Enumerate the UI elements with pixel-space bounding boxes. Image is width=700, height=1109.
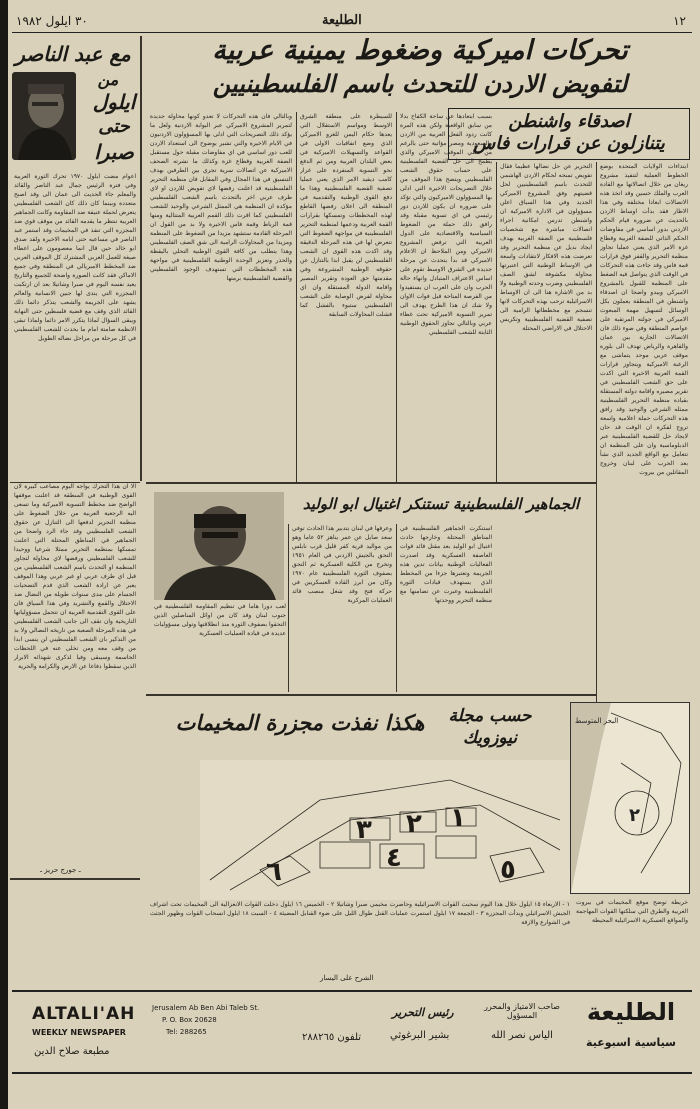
sidebar-article-text: اعوام مضت ايلول ١٩٧٠ تحرك الثورة العربية وفي فترة الرئيس جمال عبد الناصر والقائد والمعلم جاء الحديث الى عمان الى وقد اصبح متعددة وبينما كان ذلك كان الشعب الفلسطيني يتعرض لحملة عنيفة ضد المقاومة وكانت الجماهير العربية تنتظر ما يقدمه القائد من موقف قوي ضد المجزرة التي تنفذ في المخيمات وقد استمر عبد الناصر في مساعيه حتى ايامه الاخيرة ولقد صدق ابو خالد حين قال انما معصومون على اعطاء صيغة للعمل العربي المشترك كل الموقف العربي ضد المخطط الامبريالي في المنطقة وفي جميع الاماكن فقد كانت الصورة واضحة للجميع والتاريخ يعيد نفسه اليوم في صبرا وشاتيلا بعد ان ارتكبت المجزرة التي يندى لها جبين الانسانية والعالم يشهد على الجريمة والشعب يتذكر دائما ذلك القائد الذي وقف مع قضية فلسطين حتى النهاية ويبقى السؤال لماذا يتكرر الامر دائما ولماذا تبقى الانظمة صامتة امام ما يحدث للشعب الفلسطيني في كل مرحلة من مراحل نضاله الطويل bbox=[14, 173, 136, 342]
sidebar-title-3: ايلول bbox=[92, 90, 136, 114]
map-label: البحر المتوسط bbox=[575, 717, 619, 725]
svg-text:٣: ٣ bbox=[356, 815, 372, 845]
source-label: حسب مجلة bbox=[448, 706, 532, 726]
address-line: Jerusalem Ab Ben Abi Taleb St. bbox=[152, 1004, 260, 1012]
sidebar-title-5: صبرا bbox=[94, 140, 134, 164]
portrait-photo bbox=[12, 72, 76, 160]
issue-date: ٣٠ ايلول ١٩٨٢ bbox=[16, 14, 88, 28]
mid-headline: الجماهير الفلسطينية تستنكر اغتيال ابو الوليد bbox=[302, 495, 580, 513]
main-headline: تحركات اميركية وضغوط يمينية عربية bbox=[212, 35, 628, 66]
brand-english: ALTALI'AH bbox=[32, 1004, 136, 1024]
publisher-name: الياس نصر الله bbox=[491, 1030, 553, 1041]
editor-name: بشير البرغوثي bbox=[390, 1030, 450, 1041]
svg-text:٦: ٦ bbox=[266, 857, 282, 887]
camps-caption: الشرح على اليسار bbox=[320, 974, 374, 982]
camps-caption-text: ١ - الاربعاء ١٥ ايلول خلال هذا اليوم سحبت القوات الاسرائيلية وحاصرت مخيمي صبرا وشاتيلا ٢ - الخميس ١٦ ايلول دخلت القوات الانعزالية الى المخيمات تحت اشراف الجيش الاسرائيلي وبدأت المجزرة ٣ - الجمعة ١٧ ايلول استمرت عمليات القتل طوال الليل على ضوء القنابل المضيئة ٤ - السبت ١٨ ايلول انسحاب القوات وظهور الجثث في الشوارع والازقة bbox=[150, 901, 570, 926]
article-column: للسيطرة على منطقة الشرق الاوسط ومواسم الاستقلال التي يعدها حكام اليمن للغزو الاميركي الذي وضع اتفاقيات الاولى في القواعد والتسهيلات الاميركية في بعض البلدان العربية ومن ثم الدفع نحو التسوية المنفردة على غرار كامب ديفيد الامر الذي يعني عمليا تصفية القضية الفلسطينية وهذا ما دفع القوى الوطنية والتقدمية في المنطقة الى اعلان رفضها القاطع لهذه المخططات وتمسكها بقرارات القمة العربية ودعمها لمنظمة التحرير الفلسطينية في مواجهة الضغوط التي تتعرض لها في هذه المرحلة الدقيقة وقد اكدت هذه القوى ان الشعب الفلسطيني لن يقبل ابدا بالتنازل عن حقوقه الوطنية المشروعة وفي مقدمتها حق العودة وتقرير المصير واقامة الدولة المستقلة وان اي محاولة لفرض الوصاية على الشعب الفلسطيني ستبوء بالفشل كما فشلت المحاولات السابقة bbox=[300, 113, 392, 318]
column-divider bbox=[496, 162, 497, 482]
brand-subtitle: سياسية اسبوعية bbox=[586, 1036, 676, 1049]
divider bbox=[146, 694, 596, 696]
column-divider bbox=[296, 112, 297, 482]
article-column: لعب دورا هاما في تنظيم المقاومة الفلسطينية في جنوب لبنان وقد كان من اوائل المناضلين الذين التحقوا بصفوف الثورة منذ انطلاقتها وتولى مسؤوليات عديدة في قيادة العمليات العسكرية bbox=[154, 603, 286, 637]
column-divider bbox=[596, 162, 597, 702]
svg-text:٢: ٢ bbox=[629, 805, 640, 826]
sidebar-article-text-2: الا ان هذا التحرك يواجه اليوم مصاعب كبيرة لان القوى الوطنية في المنطقة قد اعلنت موقفها الواضح ضد مخطط التسوية الاميركية وما تسعى اليه الرجعية العربية من خلال الضغوط على منظمة التحرير لدفعها الى التنازل عن حقوق الشعب الفلسطيني وقد جاء الرد واضحا من الجماهير في المناطق المحتلة التي اعلنت تمسكها بمنظمة التحرير ممثلا شرعيا ووحيدا للشعب الفلسطيني ورفضها لاي محاولة لتجاوز المنظمة او التحدث باسم الشعب الفلسطيني من قبل اي طرف عربي او غير عربي وهذا الموقف يعبر عن ارادة الشعب الذي قدم التضحيات الجسام على مدى سنوات طويلة من النضال ضد الاحتلال والقمع والتشريد وفي هذا السياق فان على القوى التقدمية العربية ان تتحمل مسؤولياتها التاريخية وان تقف الى جانب الشعب الفلسطيني في هذه المرحلة الصعبة من تاريخه النضالي ولا بد من التذكير بان الشعب الفلسطيني لن ينسى ابدا من وقف معه ومن تخلى عنه في اللحظات الحاسمة وسيبقى وفيا لذكرى شهدائه الابرار الذين سقطوا دفاعا عن الارض والكرامة والحرية bbox=[14, 483, 136, 670]
printer-name: مطبعة صلاح الدين bbox=[34, 1046, 110, 1057]
svg-text:٥: ٥ bbox=[500, 855, 516, 885]
main-headline-2: لتفويض الاردن للتحدث باسم الفلسطينيين bbox=[212, 70, 628, 98]
phone-arabic: تلفون ٢٨٨٢٦٥ bbox=[302, 1032, 362, 1043]
divider bbox=[10, 878, 140, 880]
address-line-2: P. O. Box 20628 bbox=[162, 1016, 217, 1024]
divider bbox=[146, 482, 596, 484]
running-header bbox=[12, 10, 692, 33]
brand-arabic: الطليعة bbox=[586, 998, 676, 1026]
article-column: التحرير عن حل نضالها عظيما فقال تفويض تمنحه لحكام الاردن الهاشمي للتحدث باسم الفلسطينيين لحل قضيتهم وفق المشروع الاميركي الجديد وفي هذا السياق اعلن مسؤولون في الادارة الاميركية ان واشنطن تدرس امكانية اجراء اتصالات مباشرة مع شخصيات فلسطينية من الضفة الغربية بهدف ايجاد بديل عن منظمة التحرير وقد تعرضت هذه الافكار لانتقادات واسعة في الاوساط الوطنية التي اعتبرتها محاولة مكشوفة لشق الصف الفلسطيني وضرب وحدته الوطنية ولا بد من الاشارة هنا الى ان الاوساط الاسرائيلية ترحب بهذه التحركات لانها تنسجم مع مخططاتها الرامية الى تصفية القضية الفلسطينية وتكريس الاحتلال في الاراضي المحتلة bbox=[500, 163, 592, 332]
column-divider bbox=[396, 112, 397, 482]
sidebar-title: مع عبد الناصر bbox=[15, 42, 131, 66]
article-column: وعرفها في لبنان بتدبير هذا الحادث توفي سعد صايل عن عمر يناهز ٥٢ عاما وهو من مواليد قرية كفر قليل قرب نابلس التحق بالجيش الاردني في العام ١٩٥١ وتخرج من الكلية العسكرية ثم التحق بصفوف الثورة الفلسطينية عام ١٩٧٠ وكان من ابرز القادة العسكريين في حركة فتح وقد شغل منصب قائد العمليات المركزية bbox=[292, 525, 392, 604]
page-binding-edge bbox=[0, 0, 8, 1109]
source-label-2: نيوزويك bbox=[462, 728, 518, 748]
boxed-title: اصدقاء واشنطن bbox=[508, 111, 630, 132]
masthead-footer bbox=[12, 990, 692, 1074]
page-number: ١٢ bbox=[673, 14, 686, 28]
sidebar-byline: ـ جورج حريز ـ bbox=[40, 866, 81, 874]
camps-sketch-map bbox=[200, 760, 570, 900]
svg-text:٢: ٢ bbox=[406, 809, 422, 839]
article-column: ابتداءات الولايات المتحدة بوضع الخطوط العملية لتنفيذ مشروع ريغان من خلال اتصالاتها مع القادة العرب والملك حسين وقد اتخذ هذه الاتصالات ابعادا مختلفة وفي هذا الاطار فقد بدأت اوساط الاردن بالحديث عن ضرورة قيام الحكم الاردني بدور اساسي في مفاوضات الحكم الذاتي للضفة الغربية وقطاع غزة الامر الذي يعني عمليا تجاوز منظمة التحرير والقفز فوق قرارات قمة فاس وقد جاءت هذه التحركات في الوقت الذي يتواصل فيه الضغط على المنظمة للقبول بالمشروع الاميركي ويبدو واضحا ان اصدقاء واشنطن في المنطقة يعملون بكل الوسائل لتسهيل مهمة المبعوث الاميركي في جولته المرتقبة على عواصم المنطقة وفي ضوء ذلك فان الاتصالات الجارية بين عمان والقاهرة والرياض تهدف الى بلورة موقف عربي موحد يتماشى مع الرغبة الاميركية ويتجاوز قرارات القمة العربية الاخيرة التي اكدت على حق الشعب الفلسطيني في تقرير مصيره واقامة دولته المستقلة بقيادة منظمة التحرير الفلسطينية ممثله الشرعي والوحيد وقد رافق هذه التحركات حملة اعلامية واسعة تروج لفكرة ان الوقت قد حان لايجاد حل للقضية الفلسطينية عبر الدبلوماسية وان على المنظمة ان تتعامل مع الواقع الجديد الذي نشأ بعد الحرب على لبنان وخروج المقاتلين من بيروت bbox=[600, 163, 688, 476]
sidebar-title-4: حتى bbox=[98, 116, 130, 137]
boxed-title-2: يتنازلون عن قرارات فاس bbox=[473, 133, 665, 154]
svg-text:٤: ٤ bbox=[386, 843, 402, 873]
section-name: الطليعة bbox=[322, 13, 362, 28]
map-legend-text: خريطة توضح موقع المخيمات في بيروت الغربية والطرق التي سلكتها القوات المهاجمة والمواقع العسكرية الاسرائيلية المحيطة bbox=[576, 899, 688, 924]
article-column: استنكرت الجماهير الفلسطينية في المناطق المحتلة وخارجها حادث اغتيال ابو الوليد بعد مقتل قائد قوات العاصفة العسكرية وقد اصدرت الفعاليات الوطنية بيانات تدين هذه الجريمة وتعتبرها جزءا من المخطط الذي يستهدف قيادات الثورة الفلسطينية وعبرت عن تضامنها مع منظمة التحرير ووحدتها bbox=[400, 525, 492, 604]
sidebar-title-2: من bbox=[97, 70, 119, 89]
svg-text:١: ١ bbox=[450, 803, 466, 833]
column-divider bbox=[396, 524, 397, 692]
publisher-label: صاحب الامتياز والمحرر المسؤول bbox=[484, 1002, 560, 1020]
article-column: وبالتالي فان هذه التحركات لا تعدو كونها محاولة جديدة لتمرير المشروع الاميركي عبر البوابة الاردنية ولعل ما يؤكد ذلك التصريحات التي ادلى بها المسؤولون الاردنيون في الايام الاخيرة والتي تشير بوضوح الى استعداد الاردن للعب دور اساسي في اي مفاوضات مقبلة حول مستقبل الضفة الغربية وقطاع غزة وكذلك ما نشرته الصحف الاميركية عن اتصالات سرية تجري بين الطرفين بهدف التنسيق في هذا المجال وفي المقابل فان منظمة التحرير الفلسطينية قد اعلنت رفضها لاي تفويض للاردن او لاي طرف عربي اخر بالتحدث باسم الشعب الفلسطيني مؤكدة ان المنظمة هي الممثل الشرعي والوحيد للشعب الفلسطيني كما اقرت ذلك القمم العربية المتتالية ومنها قمة الرباط وقمة فاس الاخيرة ولا بد من القول ان المرحلة القادمة ستشهد مزيدا من الضغوط على المنظمة ومزيدا من المحاولات الرامية الى شق الصف الفلسطيني وهذا يتطلب من كافة القوى الوطنية التحلي باليقظة والحذر وتعزيز الوحدة الوطنية الفلسطينية في مواجهة هذه المخططات التي تستهدف الوجود الفلسطيني والقضية الفلسطينية برمتها bbox=[150, 113, 292, 282]
article-column: بسبب ابتعادها عن ساحة الكفاح بدلا من سابق الواقعية ولكن هذه المرة كانت ردود الفعل العربية من الاردن والسعودية ومصر مؤاتية حتى بالرغم من تخلي الموقف الاميركي والذي يطمح الى حل القضية الفلسطينية على حساب حقوق الشعب الفلسطيني ويتضح هذا الموقف من خلال التصريحات الاخيرة التي ادلى بها المسؤولون الاميركيون والتي تؤكد على ضرورة ان يكون للاردن دور رئيسي في اي تسوية مقبلة وقد رافق ذلك حملة من الضغوط السياسية والاقتصادية على الدول العربية التي ترفض المشروع الاميركي ومن الملاحظ ان الاعلام الاميركي قد بدأ يتحدث عن مرحلة جديدة في الشرق الاوسط تقوم على اساس الاعتراف المتبادل وانهاء حالة الحرب وان على العرب ان يستفيدوا من الفرصة المتاحة قبل فوات الاوان ولا شك ان هذا الطرح يهدف الى تمرير التسوية الاميركية تحت غطاء عربي وبالتالي تجاوز الحقوق الوطنية الثابتة للشعب الفلسطيني bbox=[400, 113, 492, 336]
telephone: Tel: 288265 bbox=[166, 1028, 207, 1036]
divider bbox=[10, 482, 140, 483]
article-photo bbox=[154, 492, 284, 600]
location-map bbox=[570, 702, 690, 894]
camps-headline: هكذا نفذت مجزرة المخيمات bbox=[175, 711, 425, 735]
weekly-label: WEEKLY NEWSPAPER bbox=[32, 1028, 126, 1037]
editor-label: رئيس التحرير bbox=[392, 1006, 454, 1019]
column-divider bbox=[288, 524, 289, 692]
